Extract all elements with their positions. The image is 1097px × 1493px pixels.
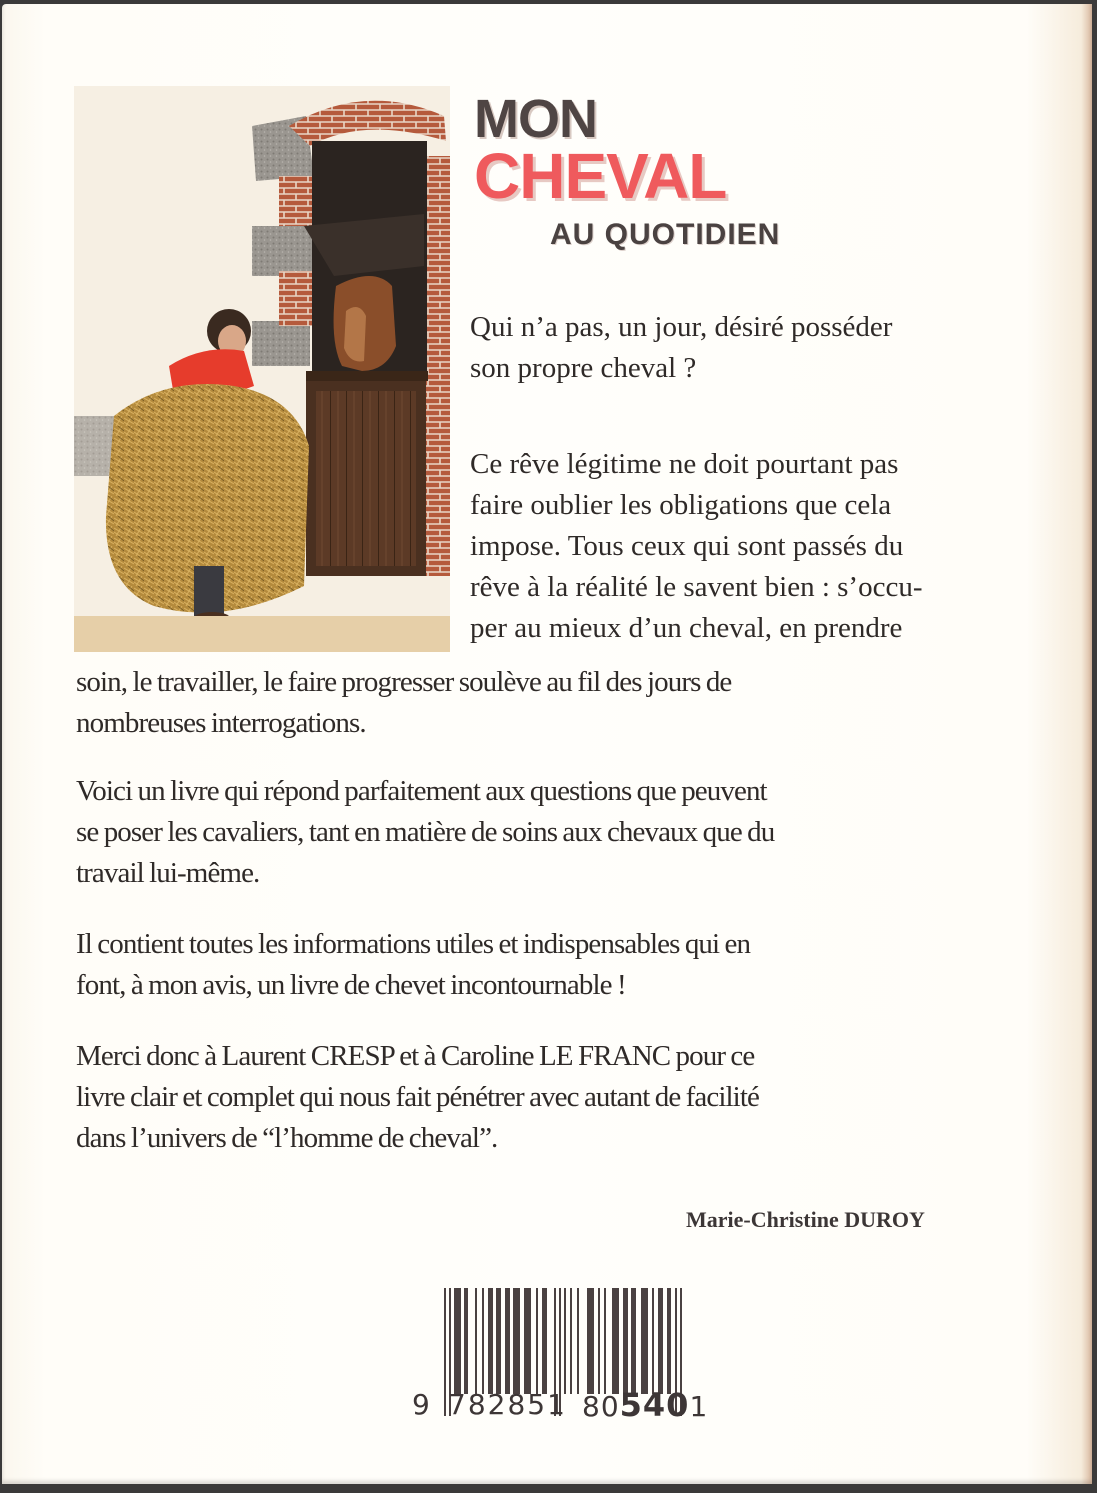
title-subtitle: AU QUOTIDIEN — [550, 218, 781, 251]
text-line: Merci donc à Laurent CRESP et à Caroline LE FRANC pour ce — [76, 1040, 755, 1072]
blurb-paragraph-2 — [470, 444, 1045, 649]
text-line: impose. Tous ceux qui sont passés du — [470, 530, 904, 562]
text-line: Ce rêve légitime ne doit pourtant pas — [470, 448, 899, 480]
title-line-cheval: CHEVAL — [474, 140, 727, 212]
text-line: Qui n’a pas, un jour, désiré posséder — [470, 311, 893, 343]
blurb-paragraph-4 — [76, 924, 1046, 1006]
isbn-group-2-plain: 80 — [582, 1390, 620, 1423]
signature: Marie-Christine DUROY — [686, 1207, 925, 1232]
text-line: per au mieux d’un cheval, en prendre — [470, 612, 903, 644]
text-line: Il contient toutes les informations utiles et indispensables qui en — [76, 928, 751, 960]
text-line: se poser les cavaliers, tant en matière de soins aux chevaux que du — [76, 816, 775, 848]
text-line: rêve à la réalité le savent bien : s’occu- — [470, 571, 923, 603]
isbn-group-1: 782851 — [448, 1388, 567, 1421]
text-line: dans l’univers de “l’homme de cheval”. — [76, 1122, 498, 1154]
text-line: nombreuses interrogations. — [76, 707, 366, 739]
stable-photo-illustration — [74, 86, 450, 652]
text-line: livre clair et complet qui nous fait pénétrer avec autant de facilité — [76, 1081, 759, 1113]
isbn-group-2 — [582, 1386, 709, 1424]
text-line: Voici un livre qui répond parfaitement aux questions que peuvent — [76, 775, 767, 807]
text-line: son propre cheval ? — [470, 352, 697, 384]
book-back-cover — [2, 4, 1092, 1484]
cover-photo — [74, 86, 450, 652]
text-line: travail lui-même. — [76, 857, 260, 889]
text-line: faire oublier les obligations que cela — [470, 489, 892, 521]
isbn-check-digit: 1 — [689, 1390, 709, 1423]
blurb-paragraph-3 — [76, 771, 1046, 894]
text-line: soin, le travailler, le faire progresser soulève au fil des jours de — [76, 666, 732, 698]
blurb-paragraph-2-continued — [76, 662, 1046, 744]
blurb-paragraph-1 — [470, 307, 1045, 389]
text-line: font, à mon avis, un livre de chevet incontournable ! — [76, 969, 626, 1001]
blurb-paragraph-5 — [76, 1036, 1046, 1159]
isbn-group-2-bold: 540 — [619, 1386, 690, 1424]
title-line-mon: MON — [474, 89, 597, 149]
isbn-lead-digit: 9 — [412, 1388, 430, 1421]
